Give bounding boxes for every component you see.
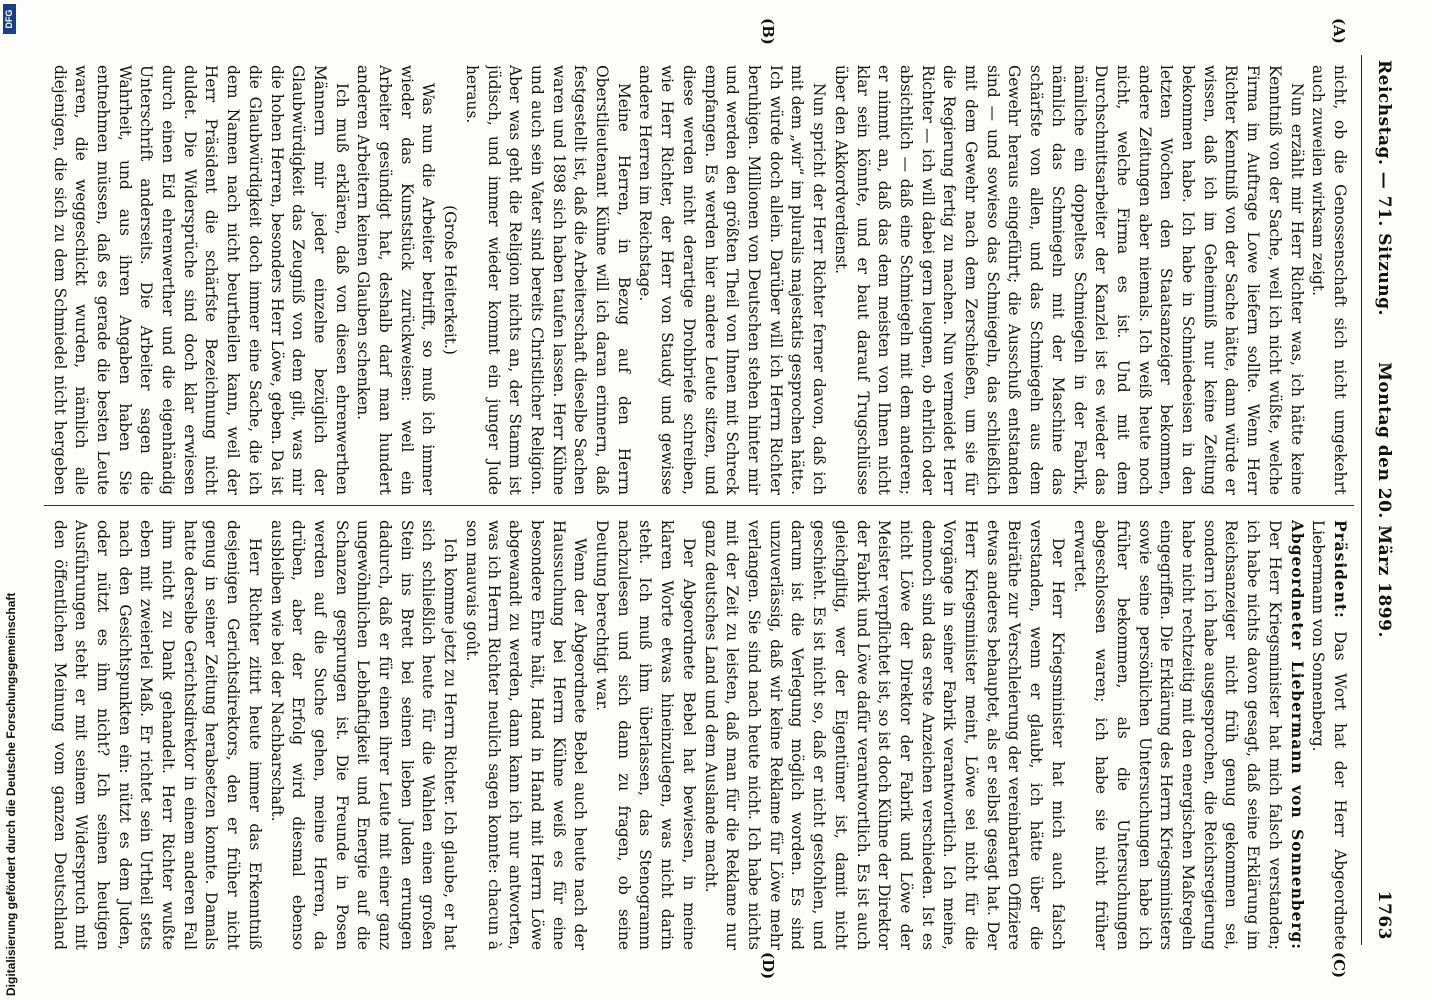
paragraph-text: nicht, ob die Genossenschaft sich nicht umgekehrt auch zuweilen wirksam zeigt. <box>1309 65 1349 495</box>
paragraph <box>265 520 460 950</box>
margin-marker-c: (C) <box>1330 952 1348 979</box>
dfg-logo: DFG <box>3 4 16 34</box>
paragraph-text: Was nun die Arbeiter betrifft, so muß ich immer wieder das Kunststück zurückweisen: weil ein Arbeiter gesündigt hat, deshalb darf man hundert anderen Arbeitern keinen Glauben schenken. <box>354 65 438 495</box>
paragraph-text: Nun erzählt mir Herr Richter was, ich hätte keine Kenntniß von der Sache, weil ich nicht wüßte, welche Firma im Auftrage Lowe liefern sollte. Wenn Herr Richter Kenntniß von der Sache hätte, dann würde er wissen, daß ich im Geheimniß nur keine Zeitung bekommen habe. Ich habe in Schmiedeeisen in den letzten Wochen den Staatsanzeiger bekommen, andere Zeitungen aber niemals. Ich weiß heute noch nicht, welche Firma es ist. Und mit dem Durchschnittsarbeiter der Kanzlei ist es wieder das nämliche ein doppeltes Schmiegeln in der Fabrik, nämlich das Schmiegeln mit der Maschine das schärfste von allen, und das Schmiegeln aus dem Gewehr heraus eingeführt; die Ausschuß entstanden sind — und sowieso das Schmiegeln, das schließlich mit dem Gewehr nach dem Zerschießen, um sie für die Regierung fertig zu machen. Nun vermeidet Herr Richter — ich will dabei gern leugnen, ob ehrlich oder absichtlich — daß eine Schmiegeln mit dem anderen; er nimmt an, daß das dem meisten von Ihnen nicht klar sein könnte, und er baut darauf Trugschlüsse über den Akkordverdienst. <box>831 65 1306 495</box>
paragraph-text: Nun spricht der Herr Richter ferner davon, daß ich mit dem „wir“ im pluralis majestatis gesprochen hätte. Ich würde doch allein. Darüber will ich Herrn Richter beruhigen. Millionen von Deutschen stehen hinter mir und werden den größten Theil von Ihnen mit Schreck empfangen. Es werden hier andere Leute sitzen, und diese werden nicht derartige Drohbriefe schreiben, wie Herr Richter, der Herr von Staudy und gewisse andere Herren im Reichstage. <box>636 65 829 495</box>
paragraph <box>460 520 590 950</box>
paragraph <box>1307 520 1350 950</box>
paragraph-text: Das Wort hat der Herr Abgeordnete Liebermann von Sonnenberg. <box>1309 520 1349 950</box>
margin-marker-d: (D) <box>759 952 777 980</box>
margin-marker-a: (A) <box>1330 18 1348 44</box>
speaker-name: Abgeordneter Liebermann von Sonnenberg: <box>1287 520 1306 950</box>
paragraph <box>699 520 1068 950</box>
paragraph-text: Ich komme jetzt zu Herrn Richter. Ich glaube, er hat sich schließlich heute für die Wahlen einen großen Stein ins Brett bei seinen lieben Juden errungen dadurch, daß er für einen ihrer Leute mit einer ganz ungewöhnlichen Lebhaftigkeit und Energie auf die Schanzen gesprungen ist. Die Freunde in Posen werden auf die Suche gehen, meine Herren, da drüben, aber der Erfolg wird diesmal ebenso ausbleiben wie bei der Nachbarschaft. <box>267 520 460 950</box>
paragraph <box>352 65 439 495</box>
header-rule <box>1361 55 1362 945</box>
header-date: Montag den 20. März 1899. <box>1374 362 1394 638</box>
paragraph <box>50 65 352 495</box>
page-number: 1763 <box>1374 890 1394 940</box>
column-divider <box>44 505 1354 506</box>
paragraph-text: Der Herr Kriegsminister hat mich auch falsch verstanden, wenn er glaubt, ich hätte über die Beiräthe zur Verschleierung der vereinbarten Offiziere etwas anderes behauptet, als er selbst gesagt hat. Der Herr Kriegsminister meint, Löwe sei nicht für die Vorgänge in seiner Fabrik verantwortlich. Ich meine, dennoch sind das erste Anzeichen verschieden. Ist es nicht Löwe der Direktor der Fabrik und Löwe der Meister verpflichtet ist, so ist doch Kühne der Direktor der Fabrik und Löwe dafür verantwortlich. Es ist auch gleichgiltig, wer der Eigentümer ist, damit nicht geschieht. Es ist nicht so, daß er nicht gestohlen, und darum ist die Verlegung möglich worden. Es sind unzuverlässig, daß wir keine Reklame für Löwe mehr verlangen. Sie sind nach heute nicht. Ich habe nichts mit der Zeit zu leisten, daß man für die Reklame nur ganz deutsches Land und dem Auslande macht. <box>701 520 1067 950</box>
paragraph-text: Herr Richter zitirt heute immer das Erkenntniß desjenigen Gerichtsdirektors, den er früher nicht genug in seiner Zeitung herabsetzen konnte. Damals hatte derselbe Gerichtsdirektor in einem anderen Fall ihm nicht zu Dank gehandelt. Herr Richter wußte eben mit zweierlei Maß. Er richtet sein Urtheil stets nach den Gesichtspunkten ein: nützt es dem Juden, oder nützt es ihm nicht? Ich seinen heutigen Ausführungen steht er mit seinem Widerspruch mit den öffentlichen Meinung vom ganzen Deutschland <box>50 520 264 950</box>
digitization-footer <box>0 0 18 1000</box>
paragraph-text: Ich muß erklären, daß von diesen ehrenwerthen Männern mir jeder einzelne bezüglich der Glaubwürdigkeit das Zeugniß von dem gilt, was mir die hohen Herren, besonders Herr Löwe, geben. Da ist die Glaubwürdigkeit doch immer eine Sache, die ich dem Namen nach nicht beurtheilen kann, weil der Herr Präsident die schärfste Bezeichnung nicht duldet. Die Widersprüche sind doch klar erwiesen durch einen Eid ehrenwerther und die eigenhändig Unterschrift anderseits. Die Arbeiter sagen die Wahrheit, und aus ihren Angaben haben Sie entnehmen müssen, daß es gerade die besten Leute waren, die weggeschickt wurden, nämlich alle diejenigen, die sich zu dem Schmiedel nicht hergeben <box>50 65 351 495</box>
margin-marker-b: (B) <box>759 18 777 45</box>
right-text-column <box>50 520 1350 950</box>
paragraph <box>634 65 829 495</box>
digitization-credit: Digitalisierung gefördert durch die Deutsche Forschungsgemeinschaft <box>4 592 18 996</box>
paragraph <box>460 65 634 495</box>
paragraph-text: Wenn der Abgeordnete Bebel auch heute nach der Haussuchung bei Herrn Kühne weiß es für eine besondere Ehre hält, Hand in Hand mit Herrn Löwe abgewandt zu werden, dann kann ich nur antworten, was ich Herrn Richter neulich sagen konnte: chacun à son mauvais goût. <box>462 520 590 950</box>
paragraph-text: (Große Heiterkeit.) <box>441 205 460 355</box>
page-header <box>1368 60 1394 940</box>
paragraph <box>590 520 699 950</box>
paragraph <box>50 520 265 950</box>
paragraph <box>1068 520 1307 950</box>
paragraph-text: Meine Herren, in Bezug auf den Herrn Oberstlieutenant Kühne will ich daran erinnern, daß festgestellt ist, daß die Arbeiterschaft dieselbe Sachen waren und 1898 sich haben taufen lassen. Herr Kühne und auch sein Vater sind bereits Christlicher Religion. Aber was geht die Religion nichts an, der Stamm ist jüdisch, und immer wieder kommt ein junger Jude heraus. <box>462 65 633 495</box>
header-session: Reichstag. — 71. Sitzung. <box>1374 60 1394 316</box>
stage-direction <box>438 65 460 495</box>
paragraph <box>1307 65 1350 495</box>
speaker-name: Präsident: <box>1331 520 1349 619</box>
paragraph-text: Der Abgeordnete Bebel hat bewiesen, in meine klaren Worte etwas hineinzulegen, was nicht darin steht. Ich muß ihm überlassen, das Stenogramm nachzulesen und sich dann zu fragen, ob seine Deutung berechtigt war. <box>593 520 698 950</box>
paragraph-text: Der Herr Kriegsminister hat mich falsch verstanden; ich habe nichts davon gesagt, daß seine Erklärung im Reichsanzeiger nicht früh genug gekommen sei, sondern ich habe ausgesprochen, die Reichsregierung habe nicht rechtzeitig mit den energischen Maßregeln eingegriffen. Die Erklärung des Herrn Kriegsministers sowie seine persönlichen Untersuchungen habe ich früher bekommen, als die Untersuchungen abgeschlossen waren; ich habe sie nicht früher erwartet. <box>1070 520 1284 950</box>
left-text-column <box>50 65 1350 495</box>
paragraph <box>829 65 1306 495</box>
